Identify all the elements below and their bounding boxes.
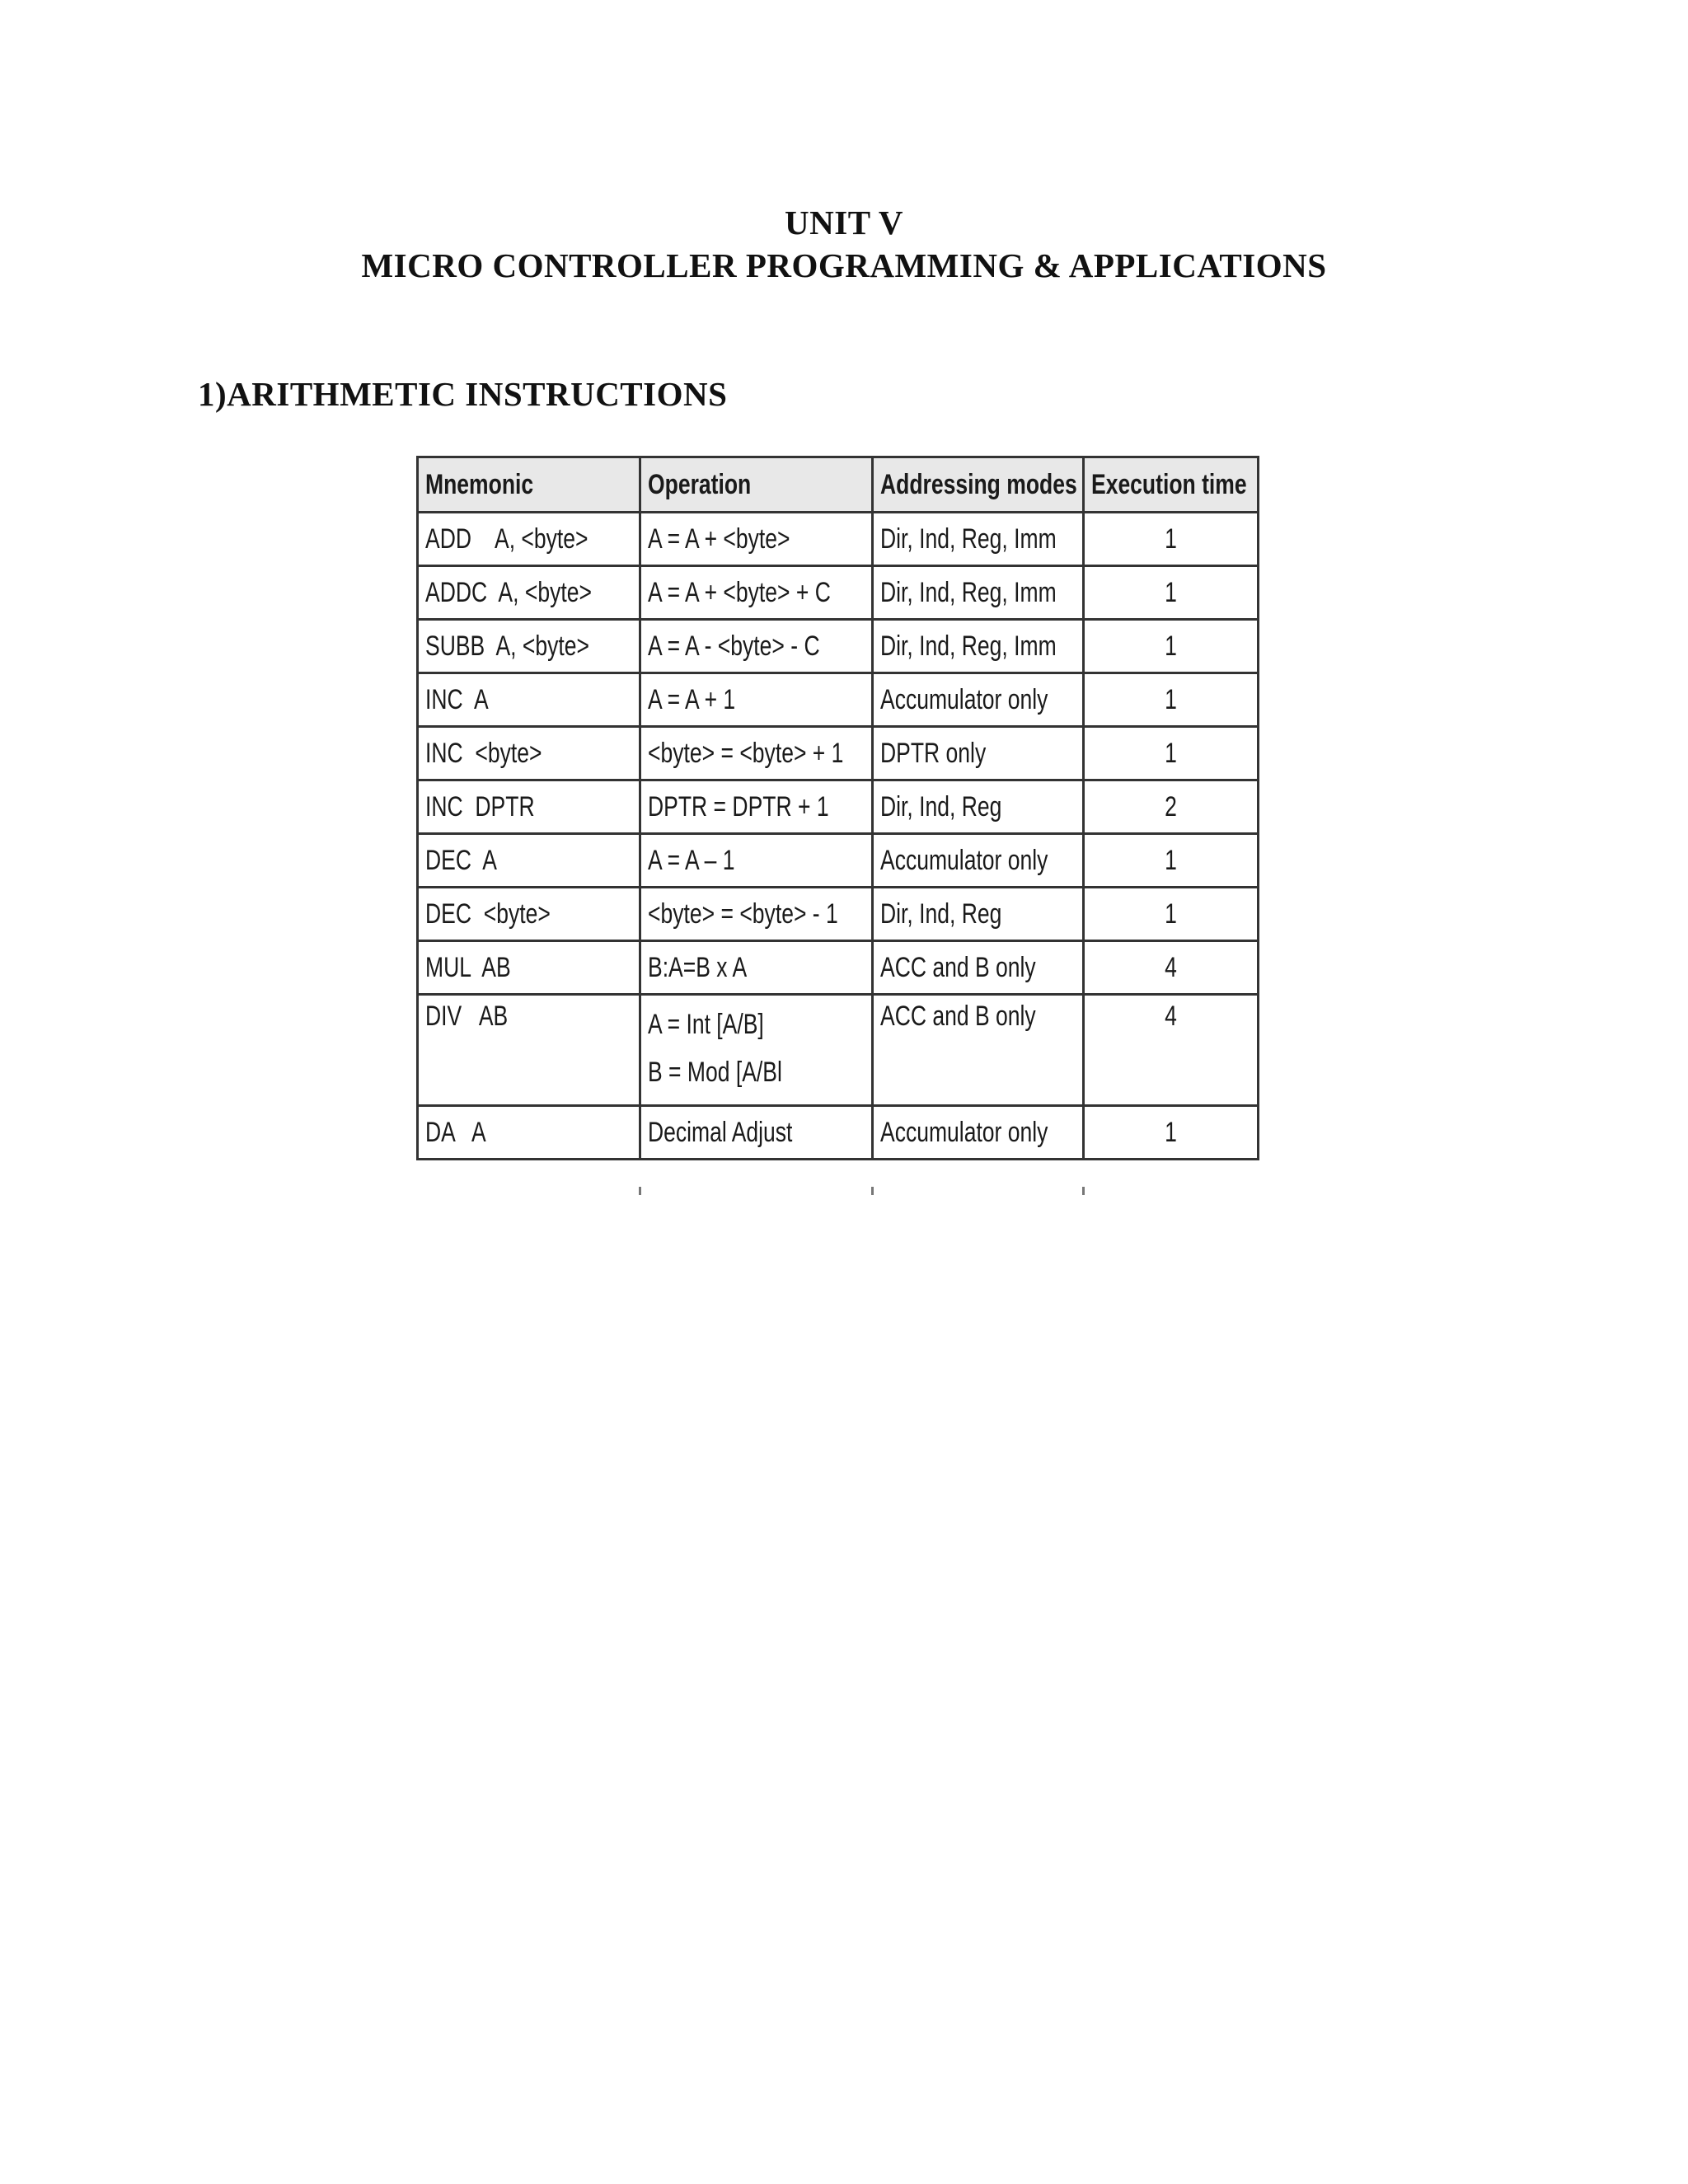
mnemonic-text: INC <byte> [425,737,542,769]
addressing-mode-text: ACC and B only [880,1001,1036,1032]
instruction-table-container [416,456,1257,1160]
operation-cell [640,727,873,780]
page-header [0,201,1688,287]
execution-time-value: 1 [1165,844,1177,876]
table-body [418,513,1259,1160]
addressing-mode-text: Dir, Ind, Reg [880,790,1002,823]
execution-time-cell [1084,1106,1259,1160]
column-header-addressing-modes: Addressing modes [873,457,1084,513]
operation-text: <byte> = <byte> - 1 [648,898,838,930]
mnemonic-cell [418,834,640,888]
addressing-mode-cell [873,727,1084,780]
unit-title: UNIT V [785,204,903,241]
operation-cell [640,941,873,995]
mnemonic-cell [418,941,640,995]
table-row [418,727,1259,780]
document-title: MICRO CONTROLLER PROGRAMMING & APPLICATIONS [361,246,1327,284]
mnemonic-cell [418,513,640,566]
table-row [418,780,1259,834]
execution-time-value: 1 [1165,523,1177,555]
execution-time-cell [1084,888,1259,941]
mnemonic-cell [418,620,640,673]
operation-cell [640,620,873,673]
execution-time-value: 1 [1165,630,1177,662]
execution-time-value: 2 [1165,790,1177,823]
mnemonic-text: ADDC A, <byte> [425,576,592,608]
mnemonic-text: INC A [425,683,489,715]
operation-text: B = Mod [A/Bl [648,1057,782,1088]
addressing-mode-cell [873,1106,1084,1160]
mnemonic-text: DA A [425,1116,486,1148]
execution-time-value: 1 [1165,576,1177,608]
column-divider-tick [639,1187,641,1195]
mnemonic-text: DEC A [425,844,497,876]
addressing-mode-text: DPTR only [880,737,987,769]
addressing-mode-cell [873,888,1084,941]
table-row [418,995,1259,1106]
addressing-mode-text: Dir, Ind, Reg, Imm [880,630,1057,662]
execution-time-value: 4 [1165,1001,1177,1032]
mnemonic-text: INC DPTR [425,790,535,823]
operation-text: B:A=B x A [648,951,748,983]
operation-text: A = A + 1 [648,683,736,715]
operation-text: DPTR = DPTR + 1 [648,790,829,823]
operation-cell [640,888,873,941]
column-header-mnemonic: Mnemonic [418,457,640,513]
mnemonic-cell [418,780,640,834]
table-row [418,673,1259,727]
mnemonic-cell [418,995,640,1106]
operation-text: A = A - <byte> - C [648,630,820,662]
addressing-mode-text: ACC and B only [880,951,1036,983]
addressing-mode-cell [873,673,1084,727]
mnemonic-text: MUL AB [425,951,511,983]
operation-text: <byte> = <byte> + 1 [648,737,844,769]
addressing-mode-cell [873,995,1084,1106]
column-header-operation: Operation [640,457,873,513]
table-row [418,888,1259,941]
table-row [418,834,1259,888]
addressing-mode-cell [873,513,1084,566]
operation-cell [640,673,873,727]
mnemonic-text: DIV AB [425,1001,509,1032]
operation-text: A = Int [A/B] [648,1009,764,1040]
mnemonic-cell [418,888,640,941]
execution-time-cell [1084,780,1259,834]
execution-time-cell [1084,513,1259,566]
mnemonic-cell [418,1106,640,1160]
table-bottom-edge [416,1187,1257,1195]
addressing-mode-cell [873,941,1084,995]
execution-time-cell [1084,673,1259,727]
addressing-mode-text: Accumulator only [880,844,1048,876]
execution-time-cell [1084,727,1259,780]
addressing-mode-text: Accumulator only [880,1116,1048,1148]
column-header-execution-time: Execution time [1084,457,1259,513]
column-divider-tick [1082,1187,1085,1195]
mnemonic-text: DEC <byte> [425,898,551,930]
execution-time-cell [1084,995,1259,1106]
execution-time-cell [1084,941,1259,995]
operation-cell [640,834,873,888]
mnemonic-cell [418,566,640,620]
operation-cell [640,566,873,620]
table-row [418,513,1259,566]
operation-cell [640,513,873,566]
operation-cell [640,995,873,1106]
table-header-row [418,457,1259,513]
addressing-mode-text: Dir, Ind, Reg, Imm [880,576,1057,608]
execution-time-value: 1 [1165,683,1177,715]
operation-text: A = A + <byte> + C [648,576,831,608]
column-divider-tick [871,1187,874,1195]
operation-cell [640,780,873,834]
execution-time-value: 4 [1165,951,1177,983]
table-row [418,620,1259,673]
addressing-mode-text: Accumulator only [880,683,1048,715]
execution-time-cell [1084,620,1259,673]
operation-cell [640,1106,873,1160]
operation-text: A = A – 1 [648,844,735,876]
addressing-mode-cell [873,834,1084,888]
mnemonic-text: SUBB A, <byte> [425,630,590,662]
arithmetic-instructions-table [416,456,1259,1160]
table-row [418,1106,1259,1160]
addressing-mode-cell [873,620,1084,673]
mnemonic-text: ADD A, <byte> [425,523,588,555]
operation-text: Decimal Adjust [648,1116,793,1148]
execution-time-value: 1 [1165,737,1177,769]
operation-text: A = A + <byte> [648,523,790,555]
execution-time-value: 1 [1165,898,1177,930]
table-row [418,941,1259,995]
addressing-mode-cell [873,566,1084,620]
table-row [418,566,1259,620]
execution-time-cell [1084,566,1259,620]
execution-time-value: 1 [1165,1116,1177,1148]
addressing-mode-text: Dir, Ind, Reg, Imm [880,523,1057,555]
execution-time-cell [1084,834,1259,888]
section-heading: 1)ARITHMETIC INSTRUCTIONS [198,375,728,413]
mnemonic-cell [418,673,640,727]
mnemonic-cell [418,727,640,780]
addressing-mode-cell [873,780,1084,834]
addressing-mode-text: Dir, Ind, Reg [880,898,1002,930]
